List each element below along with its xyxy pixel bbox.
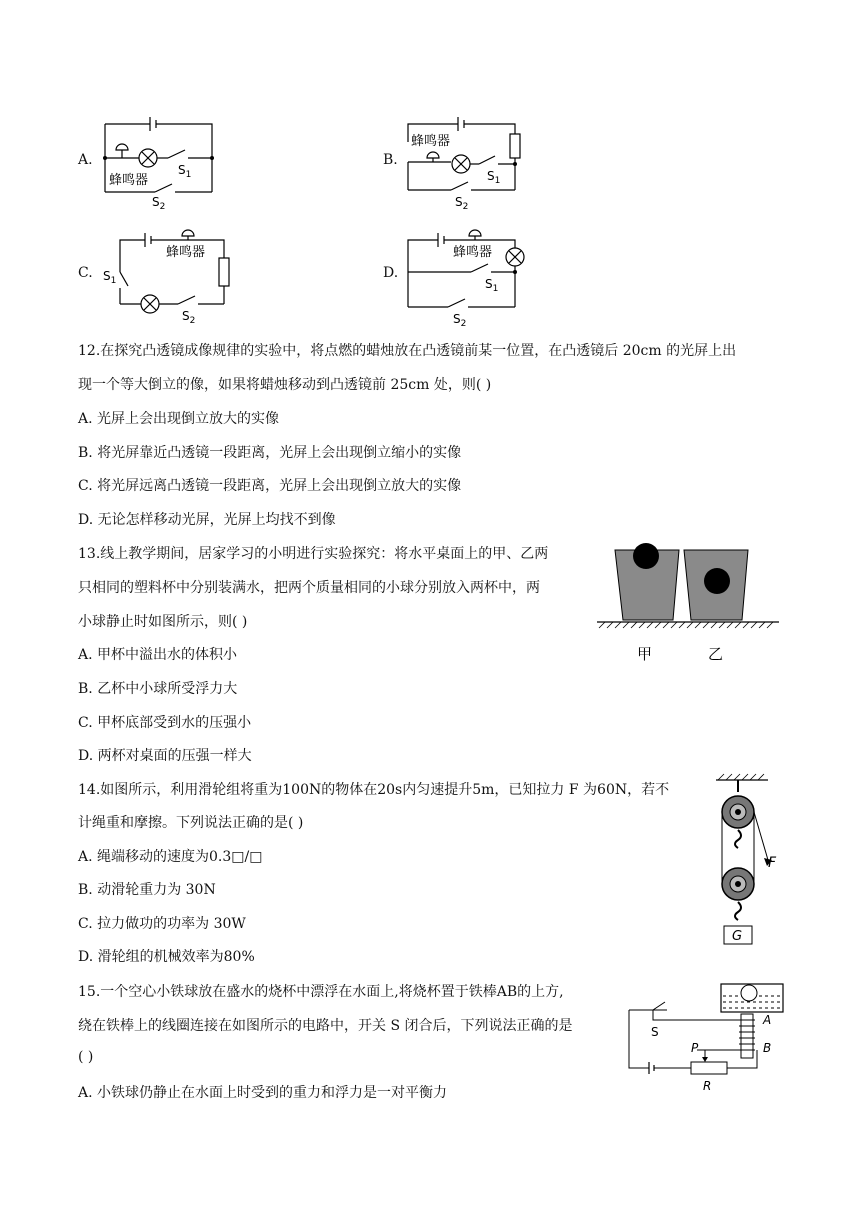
switch-s1-label-d: $S_1$: [485, 277, 499, 294]
rod-end-a-label: A: [763, 1013, 772, 1027]
question-13-option-d: D. 两杯对桌面的压强一样大: [78, 748, 252, 764]
buzzer-label-d: 蜂鸣器: [453, 245, 493, 260]
question-13-option-a: A. 甲杯中溢出水的体积小: [78, 647, 238, 663]
question-12-option-a: A. 光屏上会出现倒立放大的实像: [78, 411, 280, 427]
weight-g-label: G: [732, 929, 743, 944]
circuit-diagram-a: [100, 112, 220, 212]
switch-s2-label-c: $S_2$: [182, 309, 196, 326]
question-15-stem-line2: 绕在铁棒上的线圈连接在如图所示的电路中，开关 S 闭合后，下列说法正确的是: [78, 1018, 573, 1034]
question-13-stem-line2: 只相同的塑料杯中分别装满水，把两个质量相同的小球分别放入两杯中，两: [78, 580, 540, 596]
option-a-letter: A.: [78, 152, 93, 168]
circuit-diagram-d: [403, 222, 538, 327]
question-12-option-b: B. 将光屏靠近凸透镜一段距离，光屏上会出现倒立缩小的实像: [78, 445, 462, 461]
resistor-r-label: R: [703, 1079, 712, 1093]
buzzer-label-b: 蜂鸣器: [411, 134, 451, 149]
question-15-stem-line1: 15.一个空心小铁球放在盛水的烧杯中漂浮在水面上,将烧杯置于铁棒AB的上方,: [78, 984, 564, 1000]
question-15-option-a: A. 小铁球仍静止在水面上时受到的重力和浮力是一对平衡力: [78, 1085, 448, 1101]
option-c-letter: C.: [78, 265, 93, 281]
question-12-stem-line1: 12.在探究凸透镜成像规律的实验中，将点燃的蜡烛放在凸透镜前某一位置，在凸透镜后 20cm 的光屏上出: [78, 343, 737, 359]
rod-end-b-label: B: [763, 1041, 772, 1055]
buzzer-label-c: 蜂鸣器: [166, 245, 206, 260]
buzzer-label-a: 蜂鸣器: [109, 173, 149, 188]
question-12-stem-line2: 现一个等大倒立的像，如果将蜡烛移动到凸透镜前 25cm 处，则( ): [78, 377, 492, 393]
switch-s-label: S: [651, 1025, 659, 1039]
question-14-option-c: C. 拉力做功的功率为 30W: [78, 916, 246, 932]
cup-jia-label: 甲: [637, 645, 653, 663]
question-14-option-d: D. 滑轮组的机械效率为80%: [78, 949, 255, 965]
circuit-diagram-c: [100, 222, 235, 327]
question-15-stem-line3: ( ): [78, 1049, 94, 1065]
cup-yi-label: 乙: [708, 645, 724, 663]
cups-diagram: [593, 538, 783, 668]
question-13-option-c: C. 甲杯底部受到水的压强小: [78, 715, 252, 731]
electromagnet-circuit-diagram: [625, 978, 795, 1096]
question-13-stem-line1: 13.线上教学期间，居家学习的小明进行实验探究：将水平桌面上的甲、乙两: [78, 546, 549, 562]
question-14-stem-line2: 计绳重和摩擦。下列说法正确的是( ): [78, 815, 304, 831]
question-13-option-b: B. 乙杯中小球所受浮力大: [78, 681, 238, 697]
force-f-label: F: [768, 855, 777, 871]
question-14-stem-line1: 14.如图所示，利用滑轮组将重为100N的物体在20s内匀速提升5m，已知拉力 F 为60N，若不: [78, 782, 670, 798]
question-14-option-a: A. 绳端移动的速度为0.3□/□: [78, 849, 263, 865]
switch-s2-label-d: $S_2$: [453, 312, 467, 327]
option-d-letter: D.: [383, 265, 399, 281]
switch-s2-label-b: $S_2$: [455, 195, 469, 212]
switch-s1-label-b: $S_1$: [487, 169, 501, 186]
question-14-option-b: B. 动滑轮重力为 30N: [78, 882, 216, 898]
slider-p-label: P: [691, 1041, 699, 1055]
pulley-diagram: [712, 772, 792, 952]
question-13-stem-line3: 小球静止时如图所示，则( ): [78, 614, 248, 630]
question-12-option-c: C. 将光屏远离凸透镜一段距离，光屏上会出现倒立放大的实像: [78, 478, 462, 494]
switch-s2-label-a: $S_2$: [152, 195, 166, 212]
option-b-letter: B.: [383, 152, 398, 168]
switch-s1-label-a: $S_1$: [178, 163, 192, 180]
switch-s1-label-c: $S_1$: [103, 269, 117, 286]
question-12-option-d: D. 无论怎样移动光屏，光屏上均找不到像: [78, 512, 336, 528]
circuit-diagram-b: [403, 112, 533, 212]
